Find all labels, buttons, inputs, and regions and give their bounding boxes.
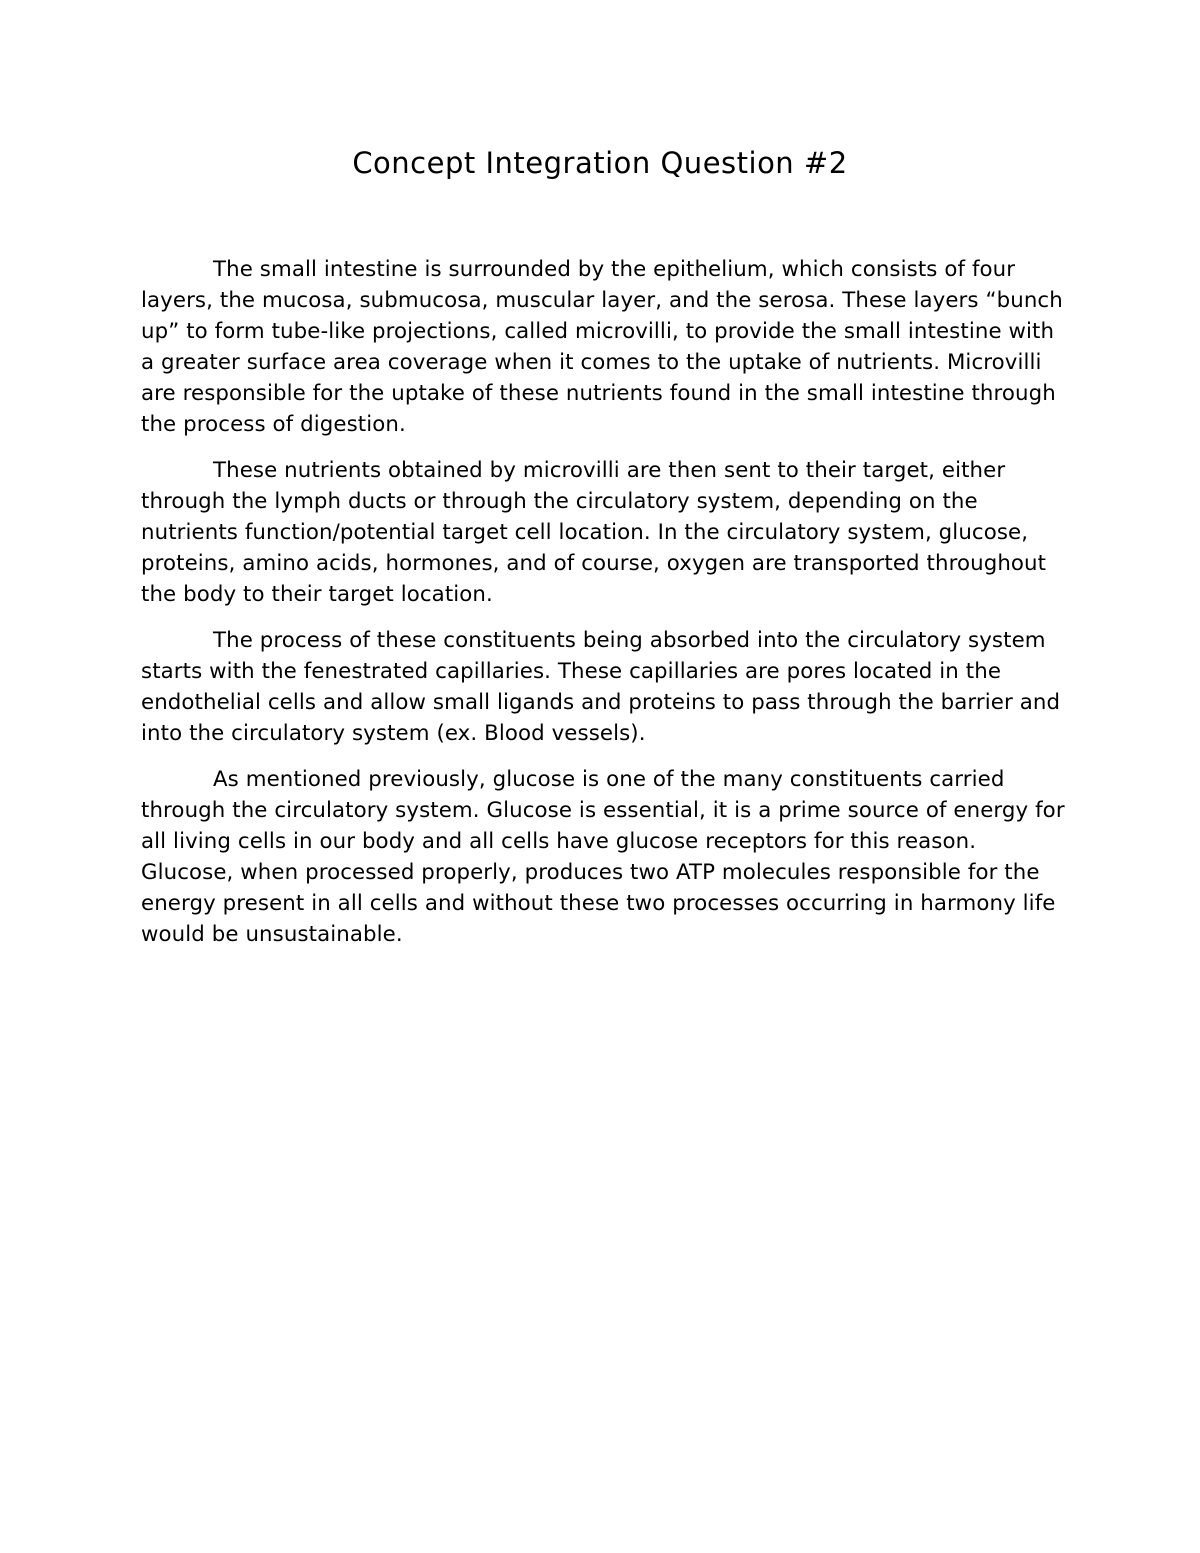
paragraph-1: The small intestine is surrounded by the epithelium, which consists of four layers, the mucosa, submucosa, muscular layer, and the serosa. These layers “bunch up” to form tube-like projections, called microvilli, to provide the small intestine with a greater surface area coverage when it comes to the uptake of nutrients. Microvilli are responsible for the uptake of these nutrients found in the small intestine through the process of digestion. bbox=[141, 257, 1063, 437]
document-title: Concept Integration Question #2 bbox=[352, 146, 848, 180]
paragraph-2: These nutrients obtained by microvilli are then sent to their target, either through the lymph ducts or through the circulatory system, depending on the nutrients function/potential target cell location. In the circulatory system, glucose, proteins, amino acids, hormones, and of course, oxygen are transported throughout the body to their target location. bbox=[141, 458, 1047, 607]
paragraph-4: As mentioned previously, glucose is one of the many constituents carried through the circulatory system. Glucose is essential, it is a prime source of energy for all living cells in our body and all cells have glucose receptors for this reason. Glucose, when processed properly, produces two ATP molecules responsible for the energy present in all cells and without these two processes occurring in harmony life would be unsustainable. bbox=[141, 767, 1065, 947]
paragraph-3: The process of these constituents being absorbed into the circulatory system starts with the fenestrated capillaries. These capillaries are pores located in the endothelial cells and allow small ligands and proteins to pass through the barrier and into the circulatory system (ex. Blood vessels). bbox=[141, 628, 1061, 746]
document-body bbox=[141, 254, 1066, 965]
